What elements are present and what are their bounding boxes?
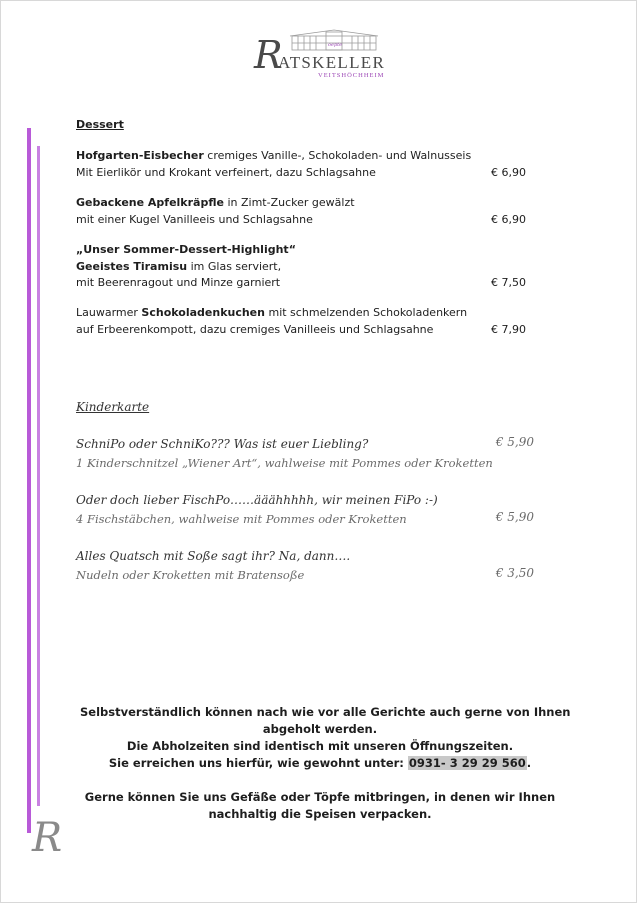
dessert-price: € 7,50 (491, 276, 526, 289)
dish-description: Lauwarmer (76, 306, 142, 319)
dessert-item-line (76, 165, 526, 182)
kids-item (76, 547, 534, 584)
dessert-item (76, 305, 526, 338)
kids-item-description: 1 Kinderschnitzel „Wiener Art“, wahlweise mit Pommes oder Kroketten (76, 456, 493, 470)
logo-castle-text: oepte (328, 42, 343, 48)
kids-heading: Kinderkarte (76, 400, 150, 414)
dish-name: Schokoladenkuchen (141, 306, 265, 319)
dessert-item (76, 148, 526, 181)
dessert-item-line (76, 322, 526, 339)
dessert-price: € 6,90 (491, 212, 526, 226)
kids-item-title: Alles Quatsch mit Soße sagt ihr? Na, dann…. (76, 549, 351, 563)
castle-icon (288, 28, 380, 52)
dessert-item-line (76, 275, 526, 292)
dessert-price: € 7,90 (491, 322, 526, 336)
dessert-item (76, 195, 526, 228)
accent-bar-outer (27, 128, 31, 833)
dessert-item-line (76, 242, 526, 259)
dish-description: im Glas serviert, (187, 259, 282, 273)
dish-name: „Unser Sommer-Dessert-Highlight“ (76, 243, 296, 256)
dessert-item-line (76, 259, 526, 276)
dish-description: Mit Eierlikör und Krokant verfeinert, dazu Schlagsahne (76, 165, 376, 179)
phone-number[interactable]: 0931- 3 29 29 560 (408, 756, 526, 770)
dish-description: auf Erbeerenkompott, dazu cremiges Vanilleeis und Schlagsahne (76, 322, 434, 336)
kids-item-price: € 5,90 (495, 510, 534, 524)
kids-item (76, 435, 534, 472)
footer-monogram: R (32, 815, 63, 861)
kids-item-price: € 3,50 (495, 566, 534, 580)
dessert-item-line (76, 305, 526, 322)
notice-line: abgeholt werden. (262, 722, 378, 736)
dish-name: Gebackene Apfelkräpfle (76, 196, 224, 209)
dish-description: cremiges Vanille-, Schokoladen- und Walnusseis (203, 149, 472, 162)
kids-item (76, 491, 534, 528)
notice-line: Selbstverständlich können nach wie vor alle Gerichte auch gerne von Ihnen (80, 705, 571, 719)
notice-line: Gerne können Sie uns Gefäße oder Töpfe mitbringen, in denen wir Ihnen (84, 790, 556, 804)
dish-description: in Zimt-Zucker gewälzt (223, 196, 355, 209)
kids-item-description: 4 Fischstäbchen, wahlweise mit Pommes oder Kroketten (76, 512, 407, 526)
dish-description: mit Beerenragout und Minze garniert (76, 276, 281, 289)
notice-text: Sie erreichen uns hierfür, wie gewohnt unter: (108, 756, 408, 770)
notice-line: nachhaltig die Speisen verpacken. (208, 807, 432, 821)
kids-item-description: Nudeln oder Kroketten mit Bratensoße (76, 568, 305, 582)
dessert-item (76, 242, 526, 292)
dessert-heading: Dessert (76, 118, 124, 131)
logo-initial: R (254, 33, 283, 77)
notice-line-phone (80, 755, 560, 772)
kids-item-title: Oder doch lieber FischPo……ääähhhhh, wir meinen FiPo :-) (76, 493, 438, 507)
logo-subtitle: VEITSHÖCHHEIM (318, 72, 385, 79)
notice-line: Die Abholzeiten sind identisch mit unseren Öffnungszeiten. (126, 739, 514, 753)
dessert-item-line (76, 148, 526, 165)
dish-description: mit schmelzenden Schokoladenkern (264, 306, 468, 319)
accent-bar-inner (37, 146, 40, 806)
dish-name: Hofgarten-Eisbecher (76, 149, 204, 162)
kids-item-price: € 5,90 (495, 435, 534, 449)
logo-wordmark: ATSKELLER (278, 53, 386, 72)
restaurant-logo (248, 24, 388, 94)
dish-name: Geeistes Tiramisu (76, 259, 188, 273)
kids-item-title: SchniPo oder SchniKo??? Was ist euer Liebling? (76, 437, 369, 451)
pickup-notice (80, 704, 571, 823)
dish-description: mit einer Kugel Vanilleeis und Schlagsahne (76, 212, 313, 226)
dessert-item-line (76, 212, 526, 229)
notice-text: . (526, 756, 532, 770)
dessert-price: € 6,90 (491, 165, 526, 179)
dessert-item-line (76, 195, 526, 212)
